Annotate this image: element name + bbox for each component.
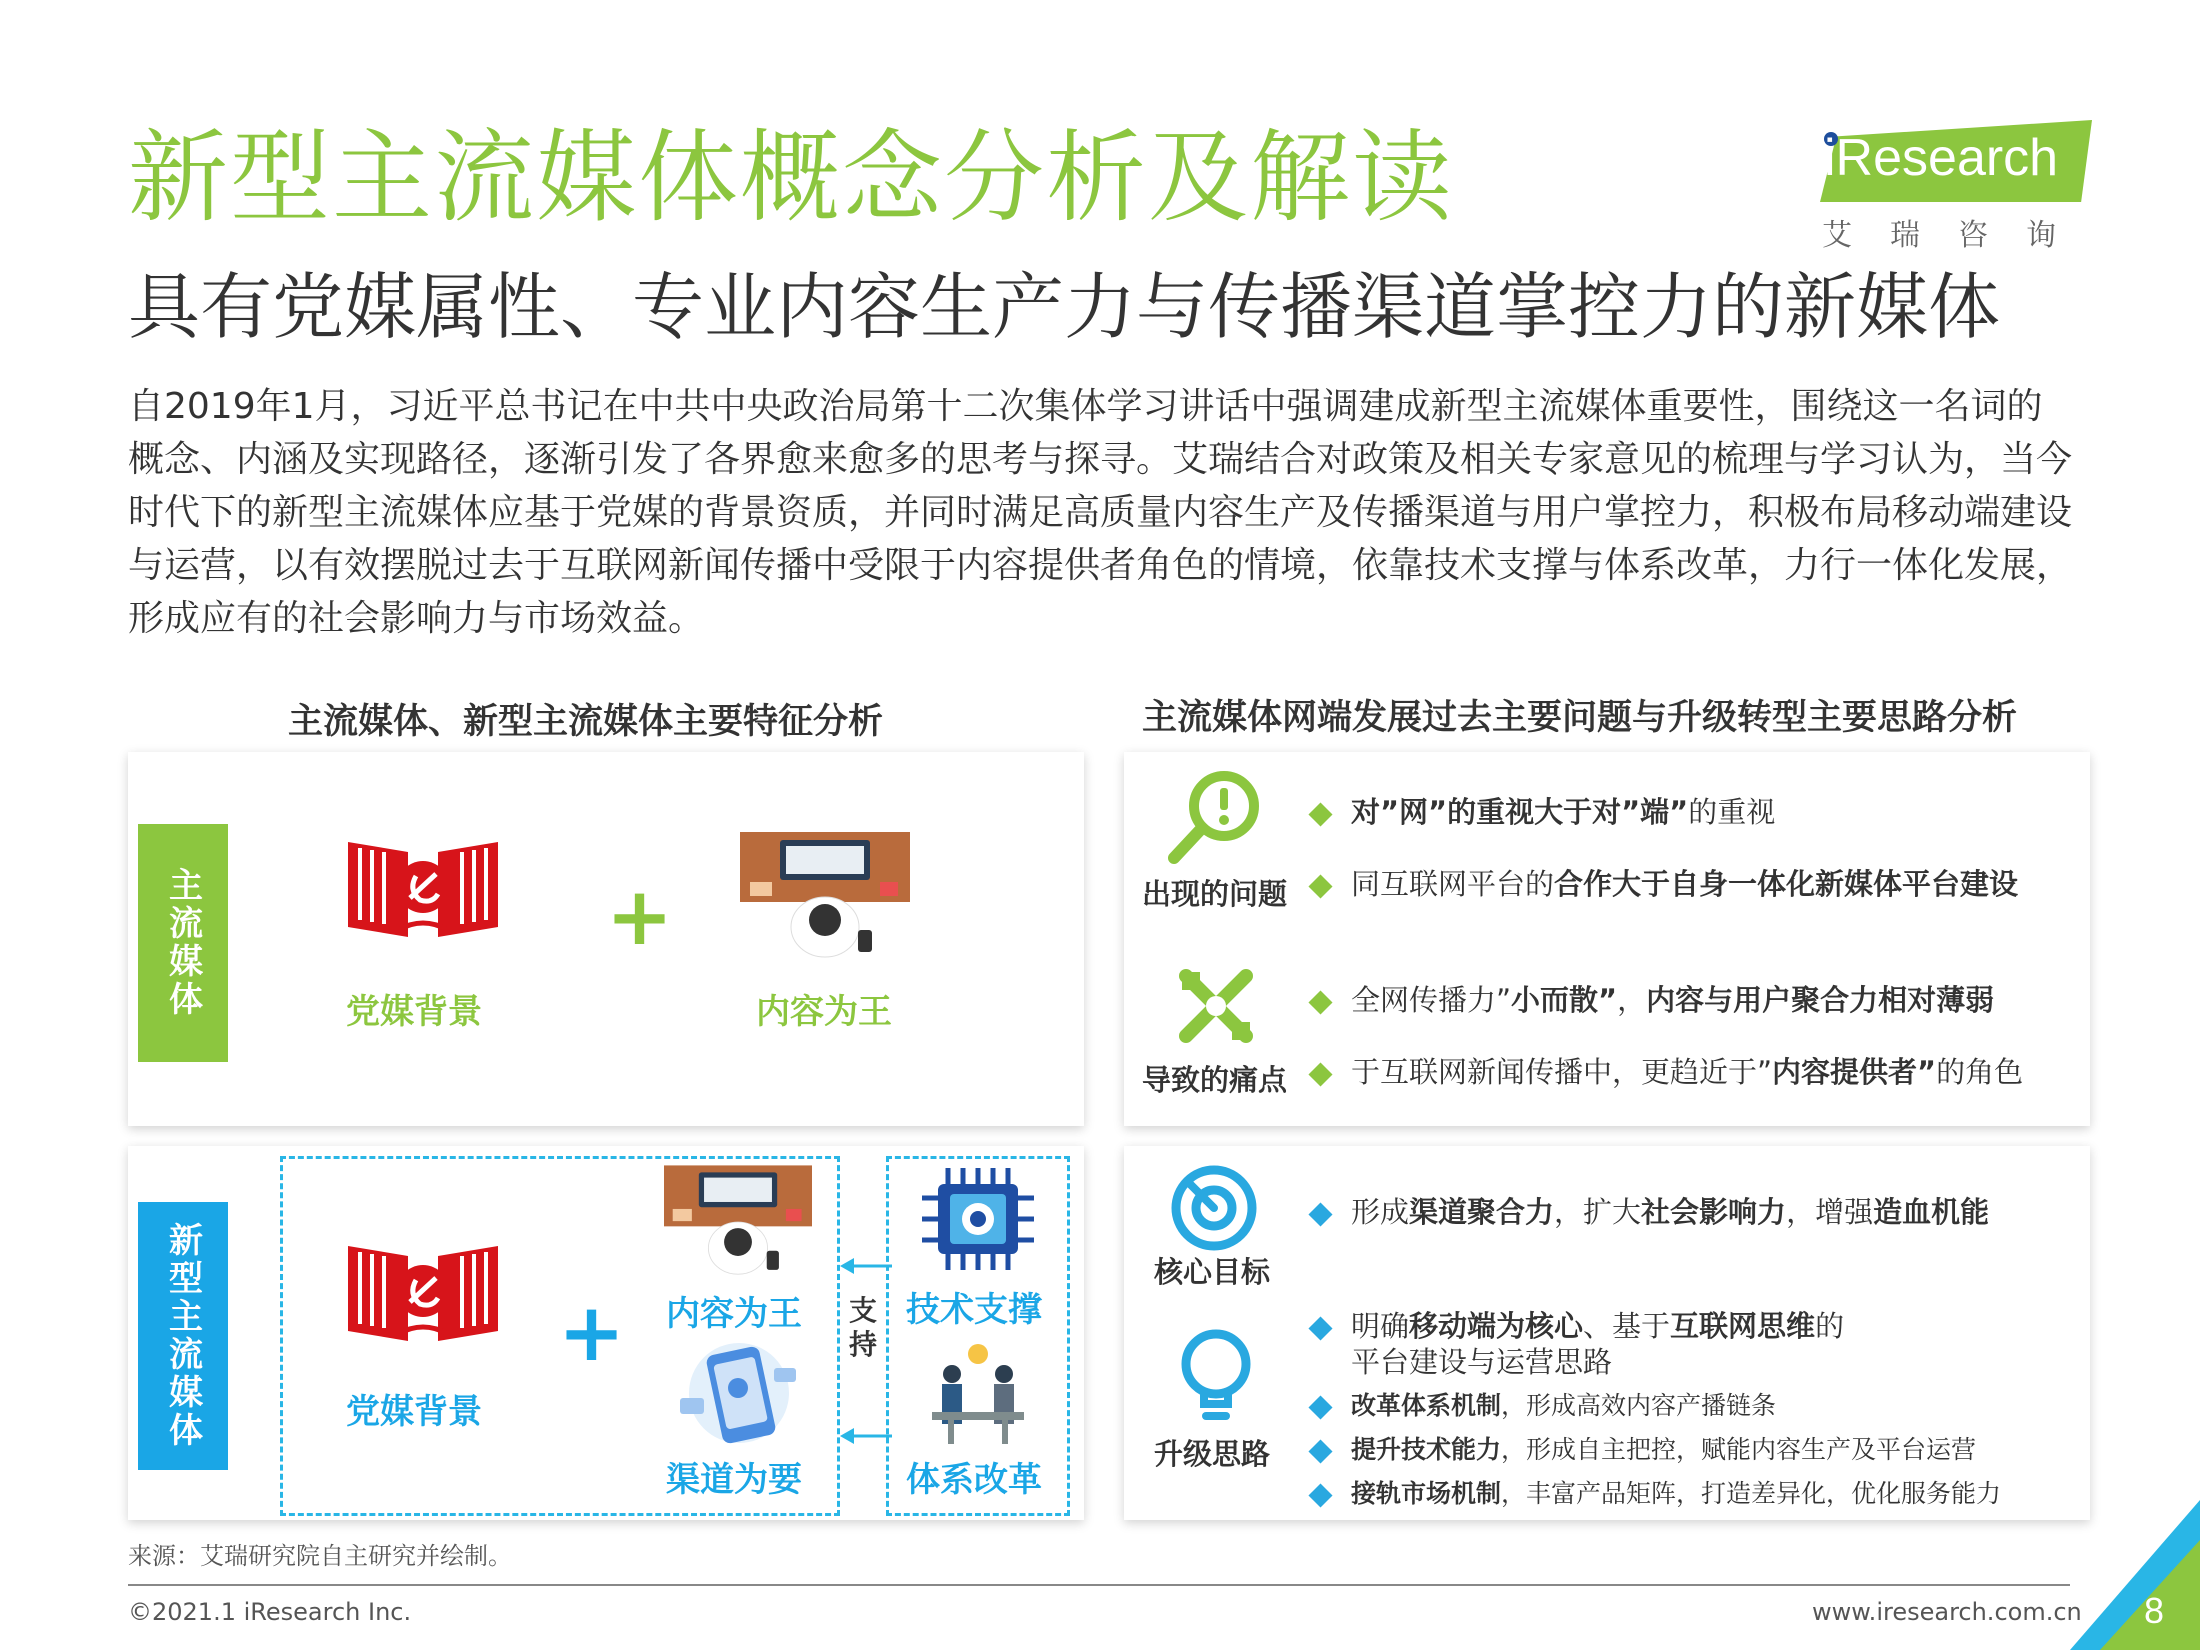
- page-corner-decoration: [2070, 1500, 2200, 1650]
- diamond-bullet-icon: [1308, 1316, 1332, 1340]
- diamond-bullet-icon: [1308, 802, 1332, 826]
- party-background-label: 党媒背景: [346, 1392, 482, 1432]
- source-note: 来源：艾瑞研究院自主研究并绘制。: [128, 1542, 512, 1570]
- goals-card: [1124, 1146, 2090, 1520]
- problems-card: [1124, 752, 2090, 1126]
- chip-icon: [918, 1164, 1038, 1274]
- diamond-bullet-icon: [1308, 1395, 1332, 1419]
- plus-icon: +: [558, 1286, 626, 1379]
- party-emblem-icon: [338, 832, 508, 942]
- content-workspace-illustration: [664, 1162, 812, 1282]
- lightbulb-icon: [1174, 1326, 1258, 1426]
- content-workspace-illustration: [740, 832, 910, 962]
- problem-point-2: 同互联网平台的合作大于自身一体化新媒体平台建设: [1312, 862, 2018, 903]
- diamond-bullet-icon: [1308, 1062, 1332, 1086]
- website-link[interactable]: www.iresearch.com.cn: [1812, 1598, 2082, 1626]
- upgrade-point-4: 接轨市场机制，丰富产品矩阵，打造差异化，优化服务能力: [1312, 1474, 2001, 1510]
- iresearch-logo: [1812, 112, 2092, 252]
- pain-point-2: 于互联网新闻传播中，更趋近于”内容提供者”的角色: [1312, 1050, 2023, 1091]
- new-mainstream-media-bar: 新型主流媒体: [138, 1202, 228, 1470]
- diamond-bullet-icon: [1308, 874, 1332, 898]
- upgrade-point-1: 明确移动端为核心、基于互联网思维的: [1312, 1304, 1844, 1345]
- tech-support-label: 技术支撑: [906, 1290, 1042, 1330]
- pain-points-label: 导致的痛点: [1142, 1063, 1288, 1097]
- support-label: 支持: [848, 1294, 877, 1361]
- page-subtitle: 具有党媒属性、专业内容生产力与传播渠道掌控力的新媒体: [128, 265, 2001, 349]
- meeting-illustration: [918, 1338, 1038, 1448]
- mobile-channel-illustration: [674, 1338, 804, 1448]
- pain-point-1: 全网传播力”小而散”，内容与用户聚合力相对薄弱: [1312, 978, 1994, 1019]
- left-section-title: 主流媒体、新型主流媒体主要特征分析: [288, 702, 884, 742]
- core-goal-label: 核心目标: [1154, 1255, 1271, 1289]
- diamond-bullet-icon: [1308, 990, 1332, 1014]
- target-icon: [1166, 1160, 1262, 1256]
- diamond-bullet-icon: [1308, 1439, 1332, 1463]
- upgrade-point-1-cont: 平台建设与运营思路: [1351, 1345, 1613, 1379]
- content-king-label: 内容为王: [666, 1294, 802, 1334]
- upgrade-point-2: 改革体系机制，形成高效内容产播链条: [1312, 1386, 1776, 1422]
- problem-point-1: 对”网”的重视大于对”端”的重视: [1312, 790, 1775, 831]
- problems-label: 出现的问题: [1142, 877, 1288, 911]
- goal-point-1: 形成渠道聚合力，扩大社会影响力，增强造血机能: [1312, 1190, 1989, 1231]
- mainstream-media-bar: 主流媒体: [138, 824, 228, 1062]
- party-background-label: 党媒背景: [346, 992, 482, 1032]
- diamond-bullet-icon: [1308, 1483, 1332, 1507]
- page-title: 新型主流媒体概念分析及解读: [128, 119, 1454, 236]
- upgrade-path-label: 升级思路: [1154, 1437, 1271, 1471]
- footer-divider: [128, 1584, 2070, 1586]
- diamond-bullet-icon: [1308, 1202, 1332, 1226]
- cross-arrows-icon: [1174, 964, 1258, 1048]
- new-mainstream-media-card: [128, 1146, 1084, 1520]
- support-arrows-icon: [836, 1246, 892, 1456]
- system-reform-label: 体系改革: [906, 1460, 1042, 1500]
- page-number: 8: [2144, 1590, 2165, 1631]
- mainstream-media-card: [128, 752, 1084, 1126]
- intro-paragraph: 自2019年1月，习近平总书记在中共中央政治局第十二次集体学习讲话中强调建成新型主流媒体重要性，围绕这一名词的概念、内涵及实现路径，逐渐引发了各界愈来愈多的思考与探寻。艾瑞结合对政策及相关专家意见的梳理与学习认为，当今时代下的新型主流媒体应基于党媒的背景资质，并同时满足高质量内容生产及传播渠道与用户掌控力，积极布局移动端建设与运营，以有效摆脱过去于互联网新闻传播中受限于内容提供者角色的情境，依靠技术支撑与体系改革，力行一体化发展，形成应有的社会影响力与市场效益。: [128, 386, 2073, 639]
- plus-icon: +: [606, 870, 674, 963]
- upgrade-point-3: 提升技术能力，形成自主把控，赋能内容生产及平台运营: [1312, 1430, 1976, 1466]
- magnifier-alert-icon: [1166, 768, 1266, 868]
- channel-key-label: 渠道为要: [666, 1460, 802, 1500]
- content-king-label: 内容为王: [756, 992, 892, 1032]
- party-emblem-icon: [338, 1236, 508, 1346]
- logo-brand: iResearch: [1824, 129, 2059, 187]
- logo-cn: 艾瑞咨询: [1822, 218, 2094, 253]
- right-section-title: 主流媒体网端发展过去主要问题与升级转型主要思路分析: [1142, 698, 2018, 738]
- copyright: ©2021.1 iResearch Inc.: [128, 1598, 412, 1626]
